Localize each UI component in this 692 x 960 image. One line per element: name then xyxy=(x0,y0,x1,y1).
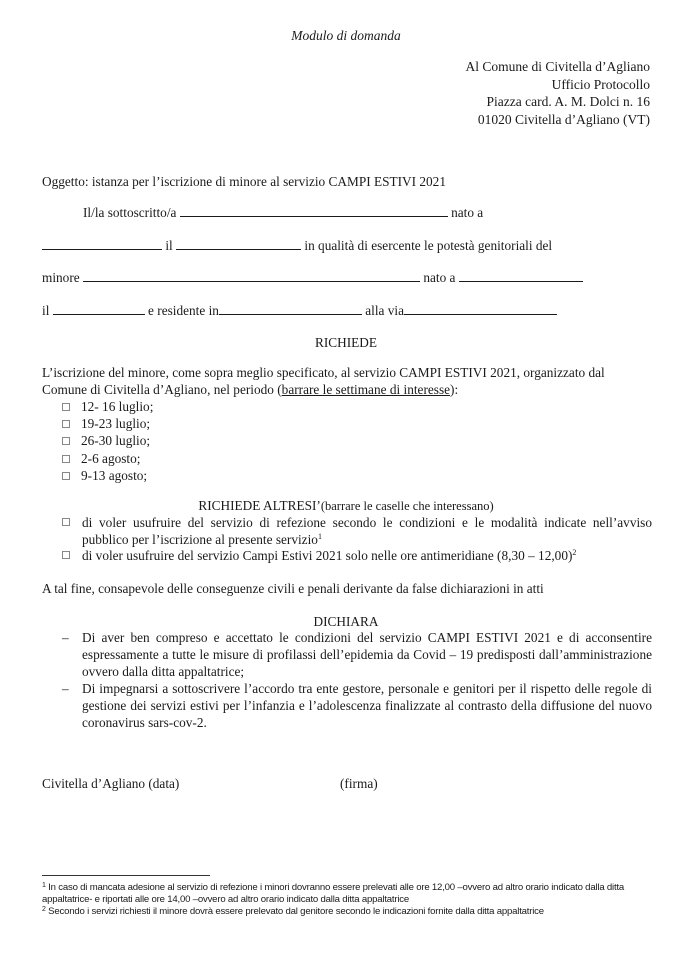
parent-birthplace-field[interactable] xyxy=(42,237,162,250)
label-minor-il: il xyxy=(42,303,50,318)
dichiara-item xyxy=(62,680,652,731)
dash-bullet: – xyxy=(62,630,69,645)
richiede-altresi-note: (barrare le caselle che interessano) xyxy=(320,499,494,513)
intro-line-2-prefix: Comune di Civitella d’Agliano, nel periodo ( xyxy=(42,382,282,397)
dichiara-heading: DICHIARA xyxy=(313,614,379,629)
awareness-statement: A tal fine, consapevole delle conseguenze civili e penali derivante da false dichiarazioni in atti xyxy=(42,581,544,596)
week-label: 26-30 luglio; xyxy=(81,433,151,449)
recipient-line: Al Comune di Civitella d’Agliano xyxy=(465,59,650,74)
antimeridiane-option[interactable] xyxy=(62,547,652,564)
residence-city-field[interactable] xyxy=(219,302,362,315)
footnotes xyxy=(42,882,642,918)
checkbox[interactable] xyxy=(62,551,70,559)
label-minor-nato-a: nato a xyxy=(423,270,456,285)
week-option[interactable] xyxy=(62,467,153,484)
footnote-ref[interactable]: 1 xyxy=(317,532,322,541)
checkbox[interactable] xyxy=(62,437,70,445)
footnote-separator xyxy=(42,875,210,876)
option-text: di voler usufruire del servizio Campi Estivi 2021 solo nelle ore antimeridiane (8,30 – 12,00) xyxy=(82,548,573,563)
minor-name-field[interactable] xyxy=(83,269,420,282)
minor-birthplace-field[interactable] xyxy=(459,269,583,282)
dash-bullet: – xyxy=(62,681,69,696)
street-field[interactable] xyxy=(404,302,557,315)
minor-birthdate-field[interactable] xyxy=(53,302,145,315)
signature-label: (firma) xyxy=(340,776,378,791)
dichiara-item-text: Di impegnarsi a sottoscrivere l’accordo tra ente gestore, personale e genitori per il rispetto delle regole di gestione dei servizi estivi per l’infanzia e l’adolescenza finalizzate al contrasto della diffusione del nuovo coronavirus sars-cov-2. xyxy=(82,681,652,730)
week-label: 9-13 agosto; xyxy=(81,467,148,483)
checkbox[interactable] xyxy=(62,455,70,463)
week-checklist xyxy=(62,398,153,484)
week-label: 2-6 agosto; xyxy=(81,450,141,466)
checkbox[interactable] xyxy=(62,518,70,526)
form-line-4 xyxy=(42,302,557,319)
footnote-text: In caso di mancata adesione al servizio di refezione i minori dovranno essere prelevati alle ore 12,00 –ovvero ad altro orario indicato dalla ditta appaltatrice- e riportati alle ore 14,00 –ovvero ad altro orario indicato dalla ditta appaltatrice xyxy=(42,882,625,905)
richiede-heading: RICHIEDE xyxy=(314,335,378,350)
footnote-1 xyxy=(42,882,642,906)
footnote-2 xyxy=(42,906,642,918)
label-via: alla via xyxy=(365,303,405,318)
footnote-text: Secondo i servizi richiesti il minore dovrà essere prelevato dal genitore secondo le indicazioni fornite dalla ditta appaltatrice xyxy=(48,906,544,917)
dichiara-item-text: Di aver ben compreso e accettato le condizioni del servizio CAMPI ESTIVI 2021 e di acconsentire espressamente a tutte le misure di profilassi dell’epidemia da Covid – 19 predisposti dall’amministrazione ovvero dalla ditta appaltatrice; xyxy=(82,630,652,679)
antimeridiane-option-text xyxy=(82,547,652,564)
form-line-3 xyxy=(42,269,583,286)
recipient-line: Ufficio Protocollo xyxy=(551,76,650,92)
label-il: il xyxy=(165,238,173,253)
recipient-address xyxy=(466,58,650,128)
richiede-intro xyxy=(42,364,650,398)
place-date-label: Civitella d’Agliano (data) xyxy=(42,776,180,791)
parent-birthdate-field[interactable] xyxy=(176,237,301,250)
option-text: di voler usufruire del servizio di refezione secondo le condizioni e le modalità indicate nell’avviso pubblico per l’iscrizione al presente servizio xyxy=(82,515,652,547)
label-nato-a: nato a xyxy=(451,205,484,220)
intro-line-1: L’iscrizione del minore, come sopra meglio specificato, al servizio CAMPI ESTIVI 2021, organizzato dal xyxy=(42,365,605,380)
intro-line-2-suffix: ): xyxy=(450,382,459,397)
label-potesta: in qualità di esercente le potestà genitoriali del xyxy=(304,238,553,253)
refezione-option-text xyxy=(82,514,652,548)
week-option[interactable] xyxy=(62,398,153,415)
week-option[interactable] xyxy=(62,450,153,467)
week-option[interactable] xyxy=(62,415,153,432)
richiede-altresi-heading xyxy=(0,497,692,515)
footnote-marker: 2 xyxy=(42,906,46,913)
subject-line: Oggetto: istanza per l’iscrizione di minore al servizio CAMPI ESTIVI 2021 xyxy=(42,174,446,189)
refezione-option[interactable] xyxy=(62,514,652,548)
checkbox[interactable] xyxy=(62,420,70,428)
document-title: Modulo di domanda xyxy=(291,28,401,43)
recipient-line: 01020 Civitella d’Agliano (VT) xyxy=(477,111,650,127)
label-residente: e residente in xyxy=(148,303,219,318)
form-line-1 xyxy=(83,204,483,221)
intro-line-2 xyxy=(42,381,650,398)
week-label: 19-23 luglio; xyxy=(81,416,151,432)
label-sottoscritto: Il/la sottoscritto/a xyxy=(83,205,177,220)
recipient-line: Piazza card. A. M. Dolci n. 16 xyxy=(486,94,650,109)
footnote-ref[interactable]: 2 xyxy=(572,548,577,557)
richiede-altresi-title: RICHIEDE ALTRESI’ xyxy=(198,498,321,513)
week-option[interactable] xyxy=(62,432,153,449)
label-minore: minore xyxy=(42,270,80,285)
footnote-marker: 1 xyxy=(42,882,46,889)
form-line-2 xyxy=(42,237,552,254)
week-label: 12- 16 luglio; xyxy=(81,399,154,414)
checkbox[interactable] xyxy=(62,472,70,480)
parent-name-field[interactable] xyxy=(180,204,448,217)
checkbox[interactable] xyxy=(62,403,70,411)
dichiara-item xyxy=(62,629,652,680)
intro-instruction: barrare le settimane di interesse xyxy=(281,382,451,397)
